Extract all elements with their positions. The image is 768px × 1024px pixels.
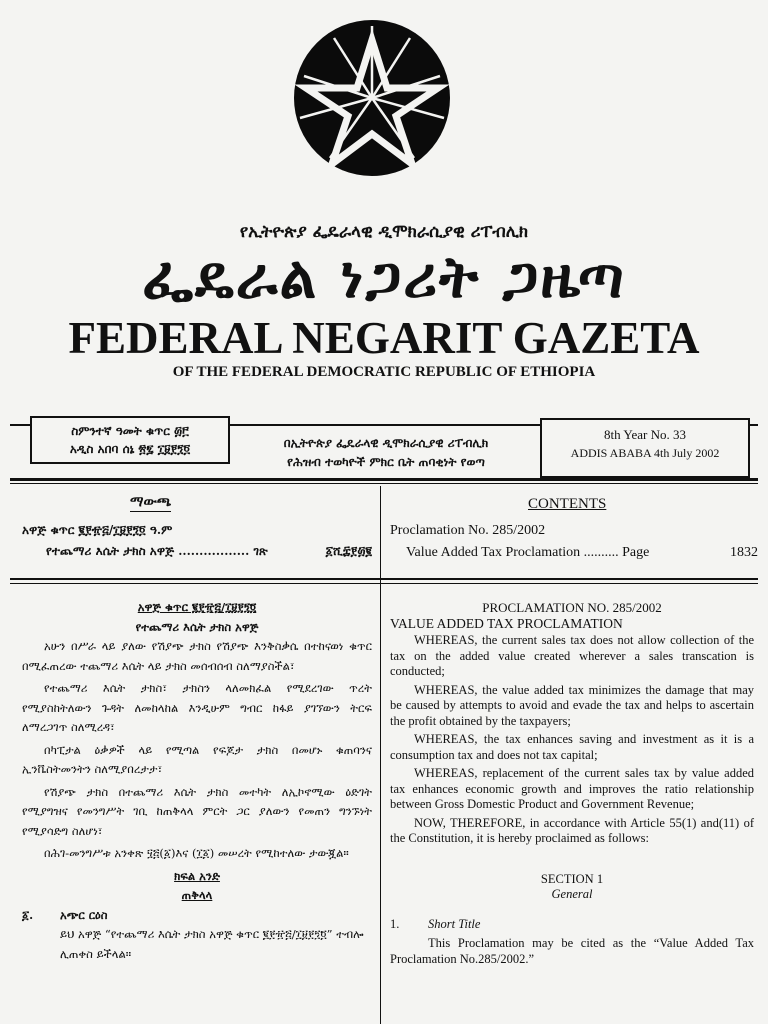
publisher-statement bbox=[226, 434, 546, 472]
amharic-proclamation-number: አዋጅ ቁጥር ፪፻፹፭/፲፱፻፺፬ bbox=[137, 600, 257, 614]
preamble-1: WHEREAS, the current sales tax does not allow collection of the tax on the added value created wherever a sales transcation is conducted; bbox=[390, 633, 754, 678]
english-issue-number bbox=[542, 426, 748, 444]
amharic-proclamation-title: የተጨማሪ እሴት ታክስ አዋጅ bbox=[135, 619, 259, 634]
article-1-heading bbox=[390, 917, 754, 933]
amharic-article-1-text: ይህ አዋጅ “የተጨማሪ እሴት ታክስ አዋጅ ቁጥር ፪፻፹፭/፲፱፻፺፬” ተብሎ ሊጠቀስ ይችላል። bbox=[60, 927, 364, 961]
preamble-2: WHEREAS, the value added tax minimizes the damage that may be caused by attempts to avoid and evade the tax and helps to ascertain the profit obtained by the taxpayers; bbox=[390, 682, 754, 728]
article-1-title: Short Title bbox=[428, 916, 481, 931]
column-divider bbox=[380, 486, 381, 1024]
amharic-issue-number: ስምንተኛ ዓመት ቁጥር ፴፫ bbox=[71, 424, 189, 438]
amharic-body-column bbox=[22, 598, 372, 964]
amharic-section-heading: ክፍል አንድ bbox=[174, 868, 220, 883]
contents-bottom-rule-thin bbox=[10, 583, 758, 584]
contents-bottom-rule bbox=[10, 578, 758, 580]
amharic-preamble-4: የሽያጭ ታክስ በተጨማሪ እሴት ታክስ መተካት ለኢኮኖሚው ዕድገት የሚያግዝና የመንግሥት ገቢ ከጠቅላላ ምርት ጋር ያለውን የመጠን ግንኙነት የሚያሳድግ ስለሆነ፣ bbox=[22, 784, 372, 838]
amharic-article-1-number: ፩. bbox=[22, 907, 34, 922]
article-1-text bbox=[390, 936, 754, 967]
issue-band-bottom-rule bbox=[10, 478, 758, 481]
preamble-3: WHEREAS, the tax enhances saving and investment as it is a consumption tax and does not tax capital; bbox=[390, 732, 754, 762]
section-heading: SECTION 1 bbox=[540, 871, 604, 886]
proclamation-title: VALUE ADDED TAX PROCLAMATION bbox=[390, 615, 623, 631]
amharic-toc-page: ፩ሺ፰፻፴፪ bbox=[325, 544, 372, 558]
toc-entry: Value Added Tax Proclamation .......... Page bbox=[406, 545, 650, 560]
amharic-issue-date: አዲስ አበባ ሰኔ ፳፯ ፲፱፻፺፬ bbox=[69, 442, 191, 456]
amharic-toc-entry: የተጨማሪ እሴት ታክስ አዋጅ ................. ገጽ bbox=[46, 544, 268, 558]
amharic-section-subheading: ጠቅላላ bbox=[181, 888, 213, 902]
issue-band-bottom-rule-thin bbox=[10, 483, 758, 484]
english-issue-box bbox=[540, 418, 750, 478]
publisher-line-2: የሕዝብ ተወካዮች ምክር ቤት ጠባቂነት የወጣ bbox=[287, 455, 485, 469]
amharic-issue-box bbox=[30, 416, 230, 464]
toc-page: 1832 bbox=[730, 545, 758, 560]
amharic-gazette-title: ፌዴራል ነጋሪት ጋዜጣ bbox=[142, 243, 626, 311]
gazette-title: FEDERAL NEGARIT GAZETA bbox=[68, 313, 700, 363]
amharic-preamble-3: በካፒታል ዕቃዎች ላይ የሚጣል የፍጆታ ታክስ በመሆኑ ቁጠባንና ኢንቬስትመንትን ስለሚያበረታታ፣ bbox=[22, 742, 372, 776]
publisher-line-1: በኢትዮጵያ ፌዴራላዊ ዲሞክራሲያዊ ሪፐብሊክ bbox=[283, 436, 489, 450]
article-1-sentence: This Proclamation may be cited as the “Value Added Tax Proclamation No.285/2002.” bbox=[390, 936, 754, 966]
amharic-toc-line-1: አዋጅ ቁጥር ፪፻፹፭/፲፱፻፺፬ ዓ.ም bbox=[22, 523, 173, 537]
amharic-republic-name: የኢትዮጵያ ፌዴራላዊ ዲሞክራሲያዊ ሪፐብሊክ bbox=[239, 222, 529, 242]
english-body-column bbox=[390, 600, 754, 967]
amharic-preamble-1: አሁን በሥራ ላይ ያለው የሽያጭ ታክስ የሽያጭ እንቅስቃሴ በተከናወነ ቁጥር በሚፈጠረው ተጨማሪ እሴት ላይ ታክስ መሰብሰብ ስለማያስችል፣ bbox=[22, 639, 372, 673]
issue-year-number: 8th Year No. 33 bbox=[604, 427, 686, 442]
amharic-article-1-title: አጭር ርዕስ bbox=[60, 907, 108, 922]
amharic-preamble-5: በሕገ-መንግሥቱ አንቀጽ ፶፭(፩)እና (፲፩) መሠረት የሚከተለው ታውጇል። bbox=[44, 846, 349, 860]
english-issue-date: ADDIS ABABA 4th July 2002 bbox=[570, 446, 720, 460]
amharic-contents-heading: ማውጫ bbox=[130, 494, 172, 510]
ethiopian-emblem-icon bbox=[292, 18, 452, 178]
amharic-preamble-2: የተጨማሪ እሴት ታክስ፣ ታክስን ላለመክፈል የሚደረገው ጥረት የሚያስከትለውን ጉዳት ለመከላከል እንዲሁም ግብር ከፋይ ያገኘውን ትርፍ ለማረጋገጥ ስለሚረዳ፣ bbox=[22, 681, 372, 734]
amharic-article-1-heading bbox=[22, 906, 372, 926]
article-1-number: 1. bbox=[390, 916, 400, 931]
contents-heading: CONTENTS bbox=[528, 496, 607, 512]
preamble-5: NOW, THEREFORE, in accordance with Article 55(1) and(11) of the Constitution, it is hereby proclaimed as follows: bbox=[390, 815, 754, 845]
section-subheading: General bbox=[551, 887, 593, 901]
proclamation-number: PROCLAMATION NO. 285/2002 bbox=[482, 600, 662, 615]
toc-line-1: Proclamation No. 285/2002 bbox=[390, 523, 546, 538]
toc-line-2 bbox=[390, 542, 758, 564]
preamble-4: WHEREAS, replacement of the current sales tax by value added tax enhances economic growth and improves the ratio relationship between Gross Domestic Product and Government Revenue; bbox=[390, 766, 754, 811]
amharic-toc-line-2 bbox=[22, 541, 372, 561]
gazette-subtitle: OF THE FEDERAL DEMOCRATIC REPUBLIC OF ETHIOPIA bbox=[172, 364, 596, 380]
